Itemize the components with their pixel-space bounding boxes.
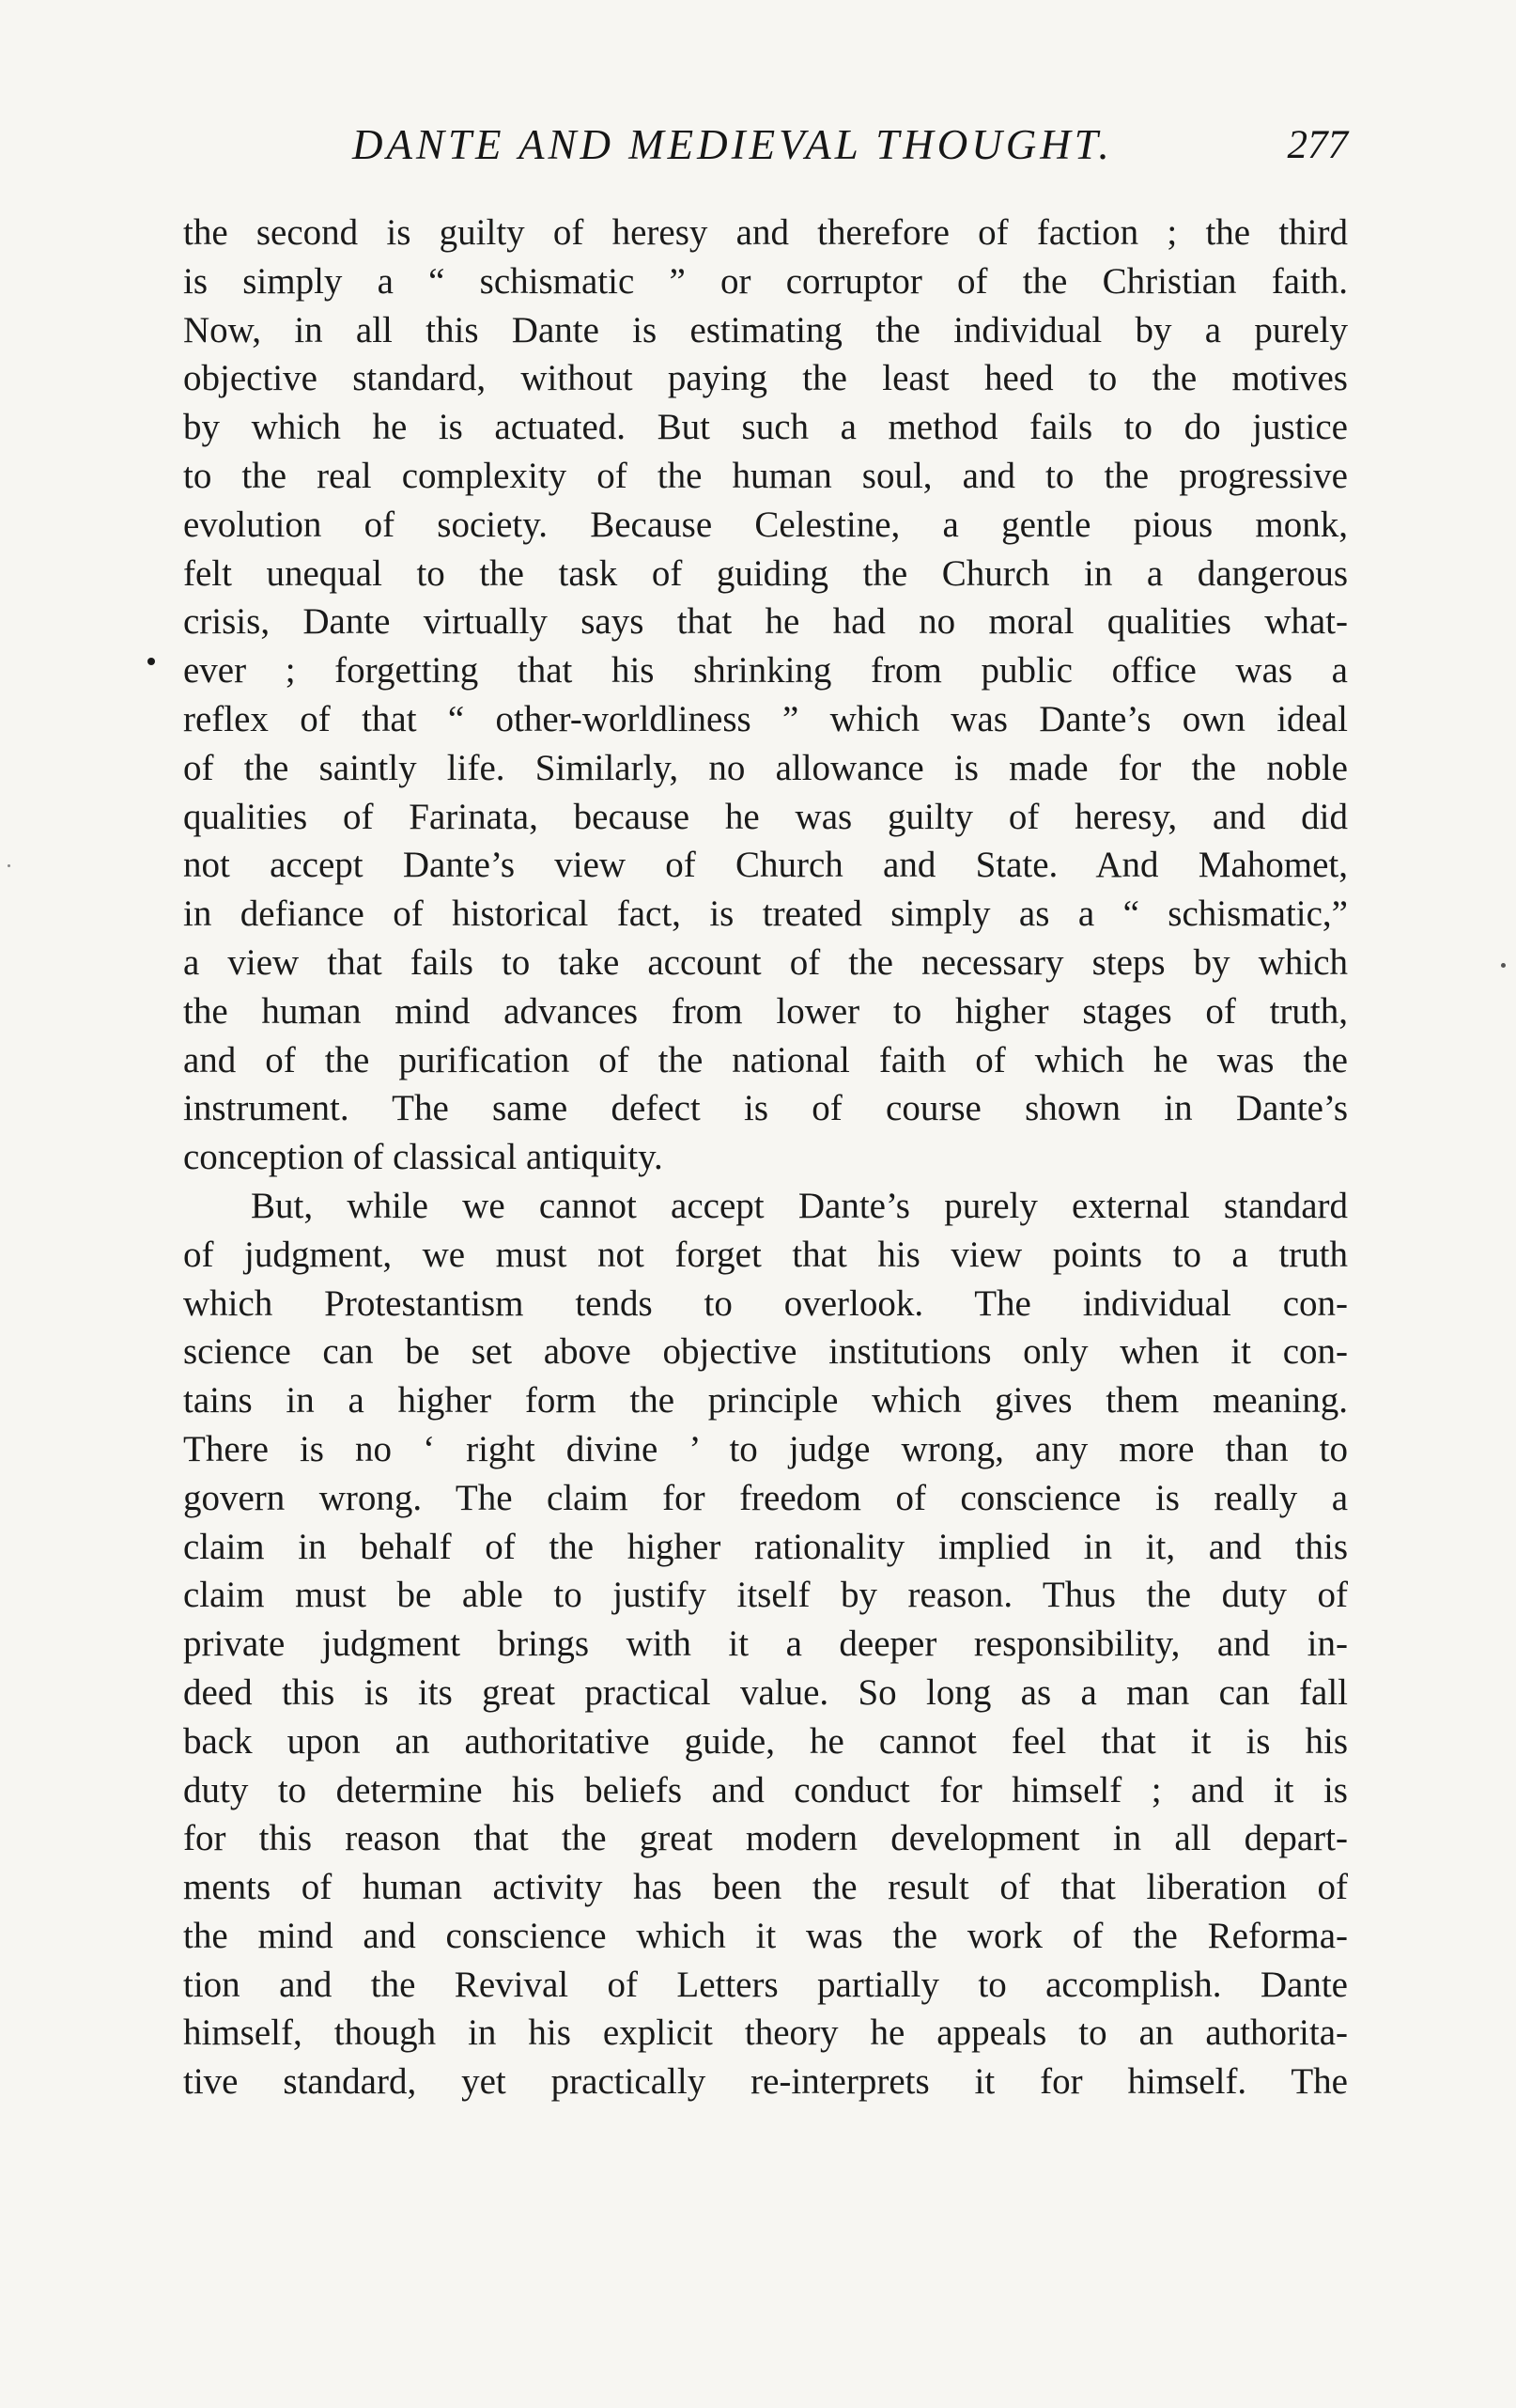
body-text xyxy=(183,209,1348,2106)
text-line: tive standard, yet practically re-interprets it for himself. The xyxy=(183,2061,1348,2103)
text-line: duty to determine his beliefs and conduct for himself ; and it is xyxy=(183,1769,1348,1810)
text-line: claim must be able to justify itself by reason. Thus the duty of xyxy=(183,1575,1348,1616)
text-line: in defiance of historical fact, is treated simply as a “ schismatic,” xyxy=(183,893,1348,935)
text-line: the second is guilty of heresy and therefore of faction ; the third xyxy=(183,212,1348,253)
text-line: tion and the Revival of Letters partially to accomplish. Dante xyxy=(183,1964,1348,2005)
text-line: by which he is actuated. But such a method fails to do justice xyxy=(183,407,1348,448)
text-line: of judgment, we must not forget that his view points to a truth xyxy=(183,1234,1348,1275)
text-line: felt unequal to the task of guiding the Church in a dangerous xyxy=(183,552,1348,594)
text-line: to the real complexity of the human soul, and to the progressive xyxy=(183,455,1348,496)
text-line: not accept Dante’s view of Church and State. And Mahomet, xyxy=(183,845,1348,886)
text-line: science can be set above objective institutions only when it con- xyxy=(183,1331,1348,1373)
running-title: DANTE AND MEDIEVAL THOUGHT. xyxy=(352,121,1113,168)
text-line: reflex of that “ other-worldliness ” which was Dante’s own ideal xyxy=(183,698,1348,739)
text-line: qualities of Farinata, because he was guilty of heresy, and did xyxy=(183,796,1348,837)
text-line: of the saintly life. Similarly, no allowance is made for the noble xyxy=(183,747,1348,788)
text-line: himself, though in his explicit theory he appeals to an authorita- xyxy=(183,2012,1348,2054)
text-line: private judgment brings with it a deeper responsibility, and in- xyxy=(183,1623,1348,1665)
text-line: evolution of society. Because Celestine, a gentle pious monk, xyxy=(183,504,1348,545)
text-line: and of the purification of the national faith of which he was the xyxy=(183,1039,1348,1080)
text-line: There is no ‘ right divine ’ to judge wrong, any more than to xyxy=(183,1428,1348,1469)
margin-mark xyxy=(1501,963,1506,968)
paragraph xyxy=(183,209,1348,1182)
text-line: But, while we cannot accept Dante’s purely external standard xyxy=(251,1185,1348,1226)
text-line: a view that fails to take account of the necessary steps by which xyxy=(183,941,1348,983)
page-number: 277 xyxy=(1287,123,1348,167)
text-line: ever ; forgetting that his shrinking from public office was a xyxy=(183,650,1348,691)
margin-mark xyxy=(147,658,155,665)
text-line: the mind and conscience which it was the work of the Reforma- xyxy=(183,1915,1348,1956)
text-line: objective standard, without paying the least heed to the motives xyxy=(183,358,1348,399)
text-line: is simply a “ schismatic ” or corruptor of the Christian faith. xyxy=(183,260,1348,302)
margin-mark xyxy=(8,864,10,867)
text-line: crisis, Dante virtually says that he had no moral qualities what- xyxy=(183,601,1348,643)
text-line: the human mind advances from lower to higher stages of truth, xyxy=(183,990,1348,1032)
text-line: Now, in all this Dante is estimating the individual by a purely xyxy=(183,309,1348,350)
text-line: claim in behalf of the higher rationality implied in it, and this xyxy=(183,1526,1348,1567)
text-line: which Protestantism tends to overlook. The individual con- xyxy=(183,1282,1348,1324)
text-line: instrument. The same defect is of course shown in Dante’s xyxy=(183,1088,1348,1129)
text-line: tains in a higher form the principle which gives them meaning. xyxy=(183,1380,1348,1421)
text-line: ments of human activity has been the result of that liberation of xyxy=(183,1867,1348,1908)
text-line: back upon an authoritative guide, he cannot feel that it is his xyxy=(183,1720,1348,1762)
text-line: conception of classical antiquity. xyxy=(183,1137,663,1178)
paragraph xyxy=(183,1182,1348,2106)
text-line: for this reason that the great modern development in all depart- xyxy=(183,1818,1348,1859)
page-header xyxy=(183,120,1348,177)
text-line: govern wrong. The claim for freedom of conscience is really a xyxy=(183,1477,1348,1518)
text-line: deed this is its great practical value. So long as a man can fall xyxy=(183,1671,1348,1713)
